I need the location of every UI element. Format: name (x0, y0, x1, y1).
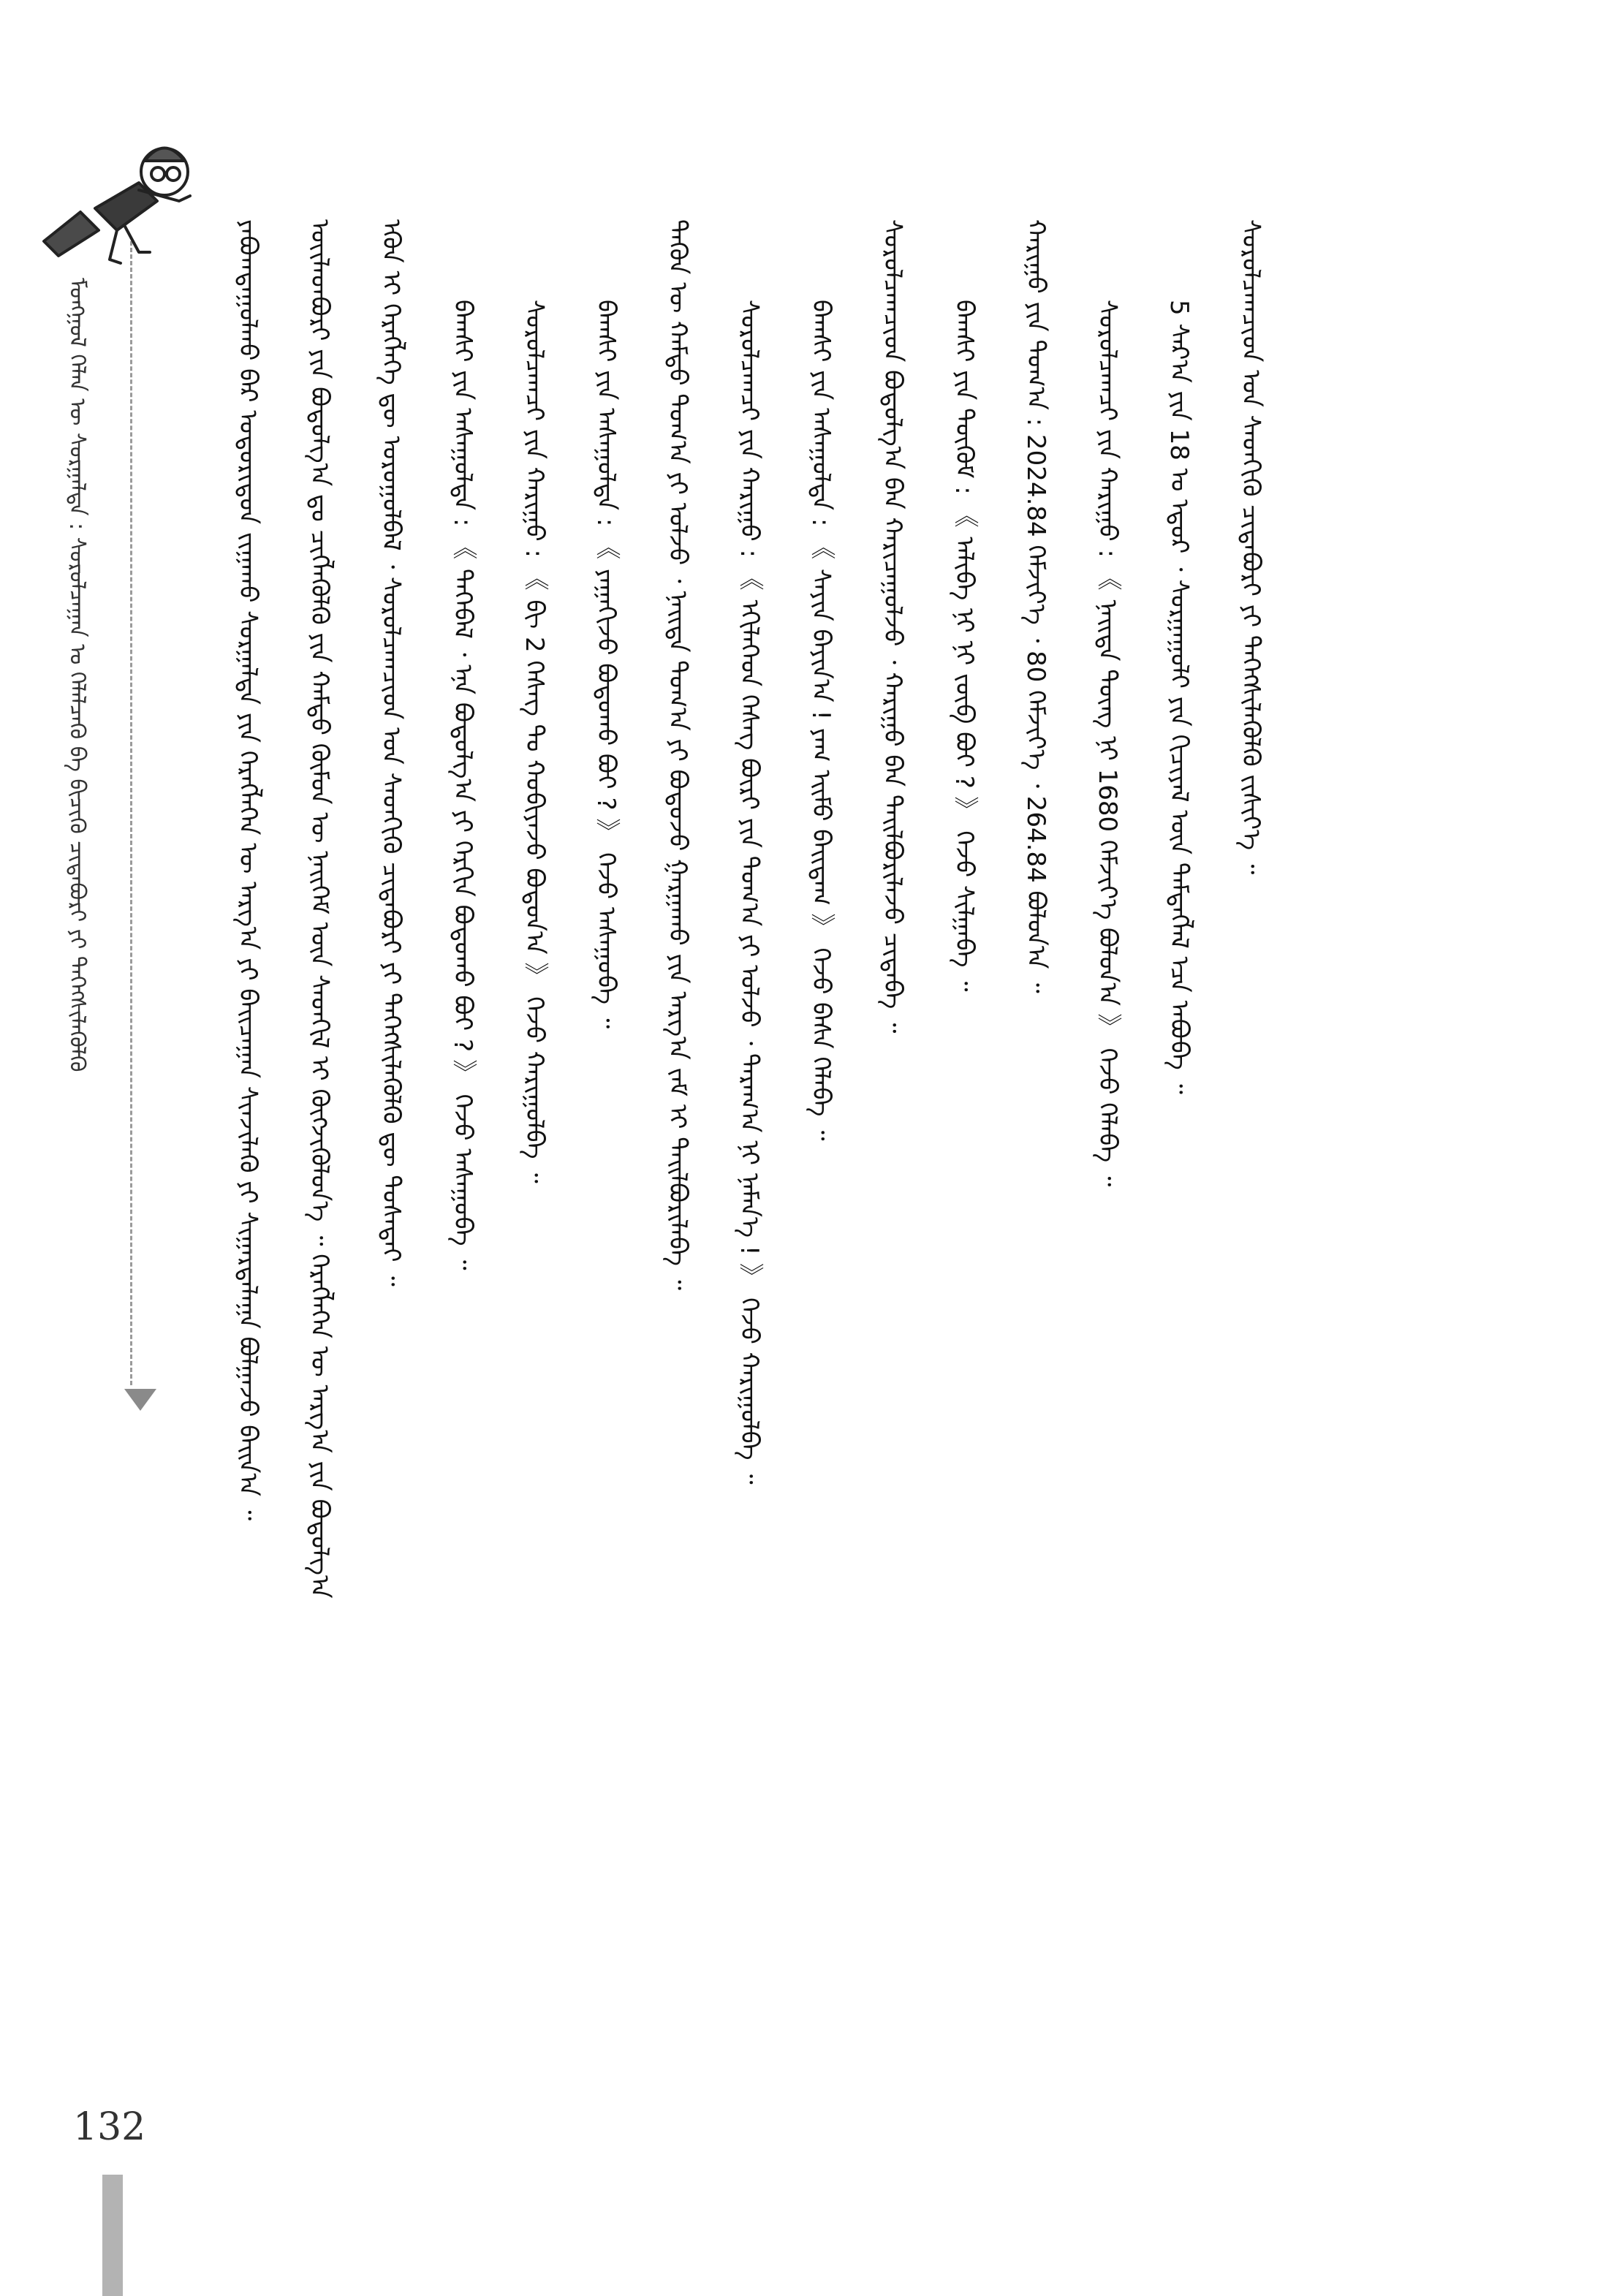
page-edge-tab (102, 2175, 123, 2296)
text-line: ᠰᠤᠷᠤᠯᠴᠠᠭᠴᠢ ᠶᠢᠨ ᠬᠠᠷᠢᠭᠤ : 《 ᠡᠬᠢᠯᠡᠭᠡᠳ ᠬᠡᠰᠡᠭ ᠪᠦᠷᠢ ᠶᠢᠨ ᠲᠣᠭ᠎ᠠ ᠶᠢ ᠣᠯᠵᠤ ᠂ ᠳᠠᠷᠠᠭ᠎ᠠ ᠨᠢ ᠨᠡᠮᠡᠨ᠎ᠡ ! 》 ᠭᠡᠵᠦ ᠬᠠᠷᠢᠭᠤᠯᠪᠠ ᠃ (735, 300, 764, 1485)
running-header: ᠮᠣᠩᠭᠣᠯ ᠬᠡᠯᠡᠨ ᠦ ᠰᠤᠷᠭᠠᠯᠲᠠ : ᠰᠤᠷᠤᠯᠴᠠᠭᠠᠨ ᠤ ᠬᠡᠯᠡᠯᠴᠡᠬᠦ ᠪᠠ ᠪᠢᠴᠢᠬᠦ ᠴᠢᠳᠠᠪᠤᠷᠢ ᠶᠢ ᠳᠡᠭᠡᠭᠰᠢᠯᠡᠭᠦᠯᠬᠦ (64, 278, 90, 1072)
text-line: ᠰᠤᠷᠤᠯᠴᠠᠭᠴᠢ ᠶᠢᠨ ᠬᠠᠷᠢᠭᠤ : 《 ᠪᠢ 2 ᠬᠡᠰᠡᠭ ᠲᠤ ᠬᠤᠪᠢᠶᠠᠵᠤ ᠪᠣᠳᠣᠨ᠎ᠠ 》 ᠭᠡᠵᠦ ᠬᠠᠷᠢᠭᠤᠯᠪᠠ ᠃ (520, 300, 549, 1183)
text-line: ᠡᠭᠦᠨ ᠢ ᠬᠡᠷᠡᠭᠯᠡᠭᠡ ᠳᠦ ᠣᠷᠣᠭᠤᠯᠪᠠᠯ ᠂ ᠰᠤᠷᠤᠯᠴᠠᠭᠴᠢᠳ ᠤᠨ ᠰᠡᠳᠬᠢᠬᠦ ᠴᠢᠳᠠᠪᠤᠷᠢ ᠶᠢ ᠳᠡᠭᠡᠭᠰᠢᠯᠡᠭᠦᠯᠬᠦ ᠳᠦ ᠲᠤᠰᠠᠲᠠᠢ ᠃ (376, 219, 406, 1287)
text-line: ᠰᠤᠷᠤᠯᠴᠠᠭᠴᠢᠳ ᠪᠤᠳᠤᠯᠭ᠎ᠠ ᠪᠠᠨ ᠬᠠᠷᠢᠴᠠᠭᠤᠯᠵᠤ ᠂ ᠬᠠᠷᠢᠭᠤ ᠪᠠᠨ ᠲᠠᠢᠯᠪᠤᠷᠢᠯᠠᠵᠤ ᠴᠢᠳᠠᠪᠠ ᠃ (878, 219, 907, 1034)
page-number: 132 (73, 2105, 146, 2149)
text-line: ᠶᠠᠪᠤᠭᠳᠠᠭᠤᠯᠬᠤ ᠪᠡᠷ ᠤᠳᠤᠷᠢᠳᠤᠨ ᠵᠢᠭᠠᠬᠤ ᠰᠤᠷᠭᠠᠯᠲᠠ ᠶᠢᠨ ᠬᠡᠷᠡᠭᠯᠡᠭᠡᠨ ᠦ ᠠᠷᠭ᠎ᠠ ᠶᠢ ᠪᠠᠢᠴᠠᠭᠠᠨ ᠰᠢᠨᠵᠢᠯᠡᠬᠦ ᠶᠢ ᠰᠢᠭᠠᠷᠳᠠᠯᠠᠭᠠ ᠪᠣᠯᠭᠠᠵᠤ ᠪᠠᠢᠨ᠎ᠠ ᠃ (233, 219, 262, 1521)
text-line: ᠪᠠᠭᠰᠢ ᠶᠢᠨ ᠠᠰᠠᠭᠤᠯᠲᠠ : 《 ᠶᠠᠭᠠᠬᠢᠵᠤ ᠪᠣᠳᠣᠬᠤ ᠪᠤᠢ ? 》 ᠭᠡᠵᠦ ᠠᠰᠠᠭᠤᠪᠠ ᠃ (591, 300, 621, 1029)
text-line: ᠬᠠᠷᠢᠭᠤ ᠶᠢᠨ ᠲᠣᠭ᠎ᠠ : 2024.84 ᠬᠡᠮᠵᠢᠶ᠎ᠡ ᠂ 80 ᠬᠡᠮᠵᠢᠶ᠎ᠡ ᠂ 264.84 ᠪᠣᠯᠤᠨ᠎ᠠ ᠃ (1021, 219, 1050, 993)
body-text (212, 219, 1455, 1791)
text-line: 5 ᠰᠠᠷ᠎ᠠ ᠶᠢᠨ 18 ᠤ ᠡᠳᠦᠷ ᠂ ᠰᠤᠷᠭᠠᠭᠤᠯᠢ ᠶᠢᠨ ᠬᠢᠴᠢᠶᠡᠯ ᠦᠨ ᠲᠡᠮᠳᠡᠭᠯᠡᠯ ᠡᠴᠡ ᠠᠪᠤᠪᠠ ᠃ (1164, 300, 1194, 1094)
text-line: ᠪᠠᠭᠰᠢ ᠶᠢᠨ ᠠᠰᠠᠭᠤᠯᠲᠠ : 《 ᠲᠡᠭᠡᠪᠡᠯ ᠂ ᠡᠨᠡ ᠪᠣᠳᠤᠯᠭ᠎ᠠ ᠶᠢ ᠬᠡᠷᠬᠢᠨ ᠪᠣᠳᠣᠬᠤ ᠪᠤᠢ ? 》 ᠭᠡᠵᠦ ᠠᠰᠠᠭᠤᠪᠠ ᠃ (448, 300, 477, 1270)
cartoon-boy-mascot-icon (29, 132, 205, 278)
triangle-marker-icon (124, 1389, 156, 1411)
dotted-divider (130, 241, 132, 1385)
text-line: ᠪᠠᠭᠰᠢ ᠶᠢᠨ ᠳᠦᠭᠦᠮ : 《 ᠠᠯᠢᠪᠠ ᠨᠢ ᠨᠢ ᠵᠥᠪ ᠪᠤᠢ ? 》 ᠭᠡᠵᠦ ᠰᠢᠯᠭᠠᠪᠠ ᠃ (950, 300, 979, 992)
text-line: ᠲᠡᠭᠦᠨ ᠦ ᠬᠠᠮᠲᠤ ᠲᠣᠭ᠎ᠠ ᠶᠢ ᠣᠯᠵᠤ ᠂ ᠨᠡᠢᠲᠡ ᠲᠣᠭ᠎ᠠ ᠶᠢ ᠪᠣᠳᠣᠵᠤ ᠭᠠᠷᠭᠠᠬᠤ ᠶᠢᠨ ᠠᠷᠭ᠎ᠠ ᠵᠠᠮ ᠢ ᠲᠠᠢᠯᠪᠤᠷᠢᠯᠠᠪᠠ ᠃ (663, 219, 692, 1291)
text-line: ᠪᠠᠭᠰᠢ ᠶᠢᠨ ᠠᠰᠠᠭᠤᠯᠲᠠ : 《 ᠰᠠᠶᠢᠨ ᠪᠠᠶᠢᠨ᠎ᠠ ! ᠶᠠᠭ ᠡᠢᠮᠦ ᠪᠠᠢᠳᠠᠭ 》 ᠭᠡᠵᠦ ᠪᠠᠰᠠ ᠬᠡᠯᠡᠪᠡ ᠃ (806, 300, 836, 1141)
text-line: ᠰᠤᠷᠤᠯᠴᠠᠭᠴᠢᠳ ᠤᠨ ᠰᠡᠳᠬᠢᠬᠦ ᠴᠢᠳᠠᠪᠤᠷᠢ ᠶᠢ ᠳᠡᠭᠡᠭᠰᠢᠯᠡᠭᠦᠯᠬᠦ ᠵᠢᠱᠢᠶ᠎ᠡ ᠃ (1236, 219, 1265, 875)
text-line: ᠰᠤᠷᠤᠯᠴᠠᠭᠴᠢ ᠶᠢᠨ ᠬᠠᠷᠢᠭᠤ : 《 ᠨᠡᠢᠲᠡ ᠳᠦᠩ ᠨᠢ 1680 ᠬᠡᠮᠵᠢᠶ᠎ᠡ ᠪᠣᠯᠤᠨ᠎ᠠ 》 ᠭᠡᠵᠦ ᠬᠡᠯᠡᠪᠡ ᠃ (1093, 300, 1122, 1187)
text-line: ᠦᠢᠯᠡᠳᠪᠦᠷᠢ ᠶᠢᠨ ᠪᠣᠳᠤᠯᠭ᠎ᠠ ᠳᠤ ᠴᠢᠭᠯᠡᠭᠦᠯᠬᠦ ᠶᠢᠨ ᠬᠠᠮᠲᠤ ᠬᠦᠮᠦᠨ ᠦ ᠨᠡᠢᠭᠡᠮ ᠦᠨ ᠰᠡᠳᠭᠢᠯ ᠢ ᠬᠥᠭᠵᠢᠭᠦᠯᠦᠨ᠎ᠡ ᠃ ᠬᠡᠷᠡᠭᠯᠡᠭᠡᠨ ᠦ ᠠᠷᠭ᠎ᠠ ᠶᠢᠨ ᠪᠣᠳᠤᠯᠭ᠎ᠠ (305, 219, 334, 1599)
